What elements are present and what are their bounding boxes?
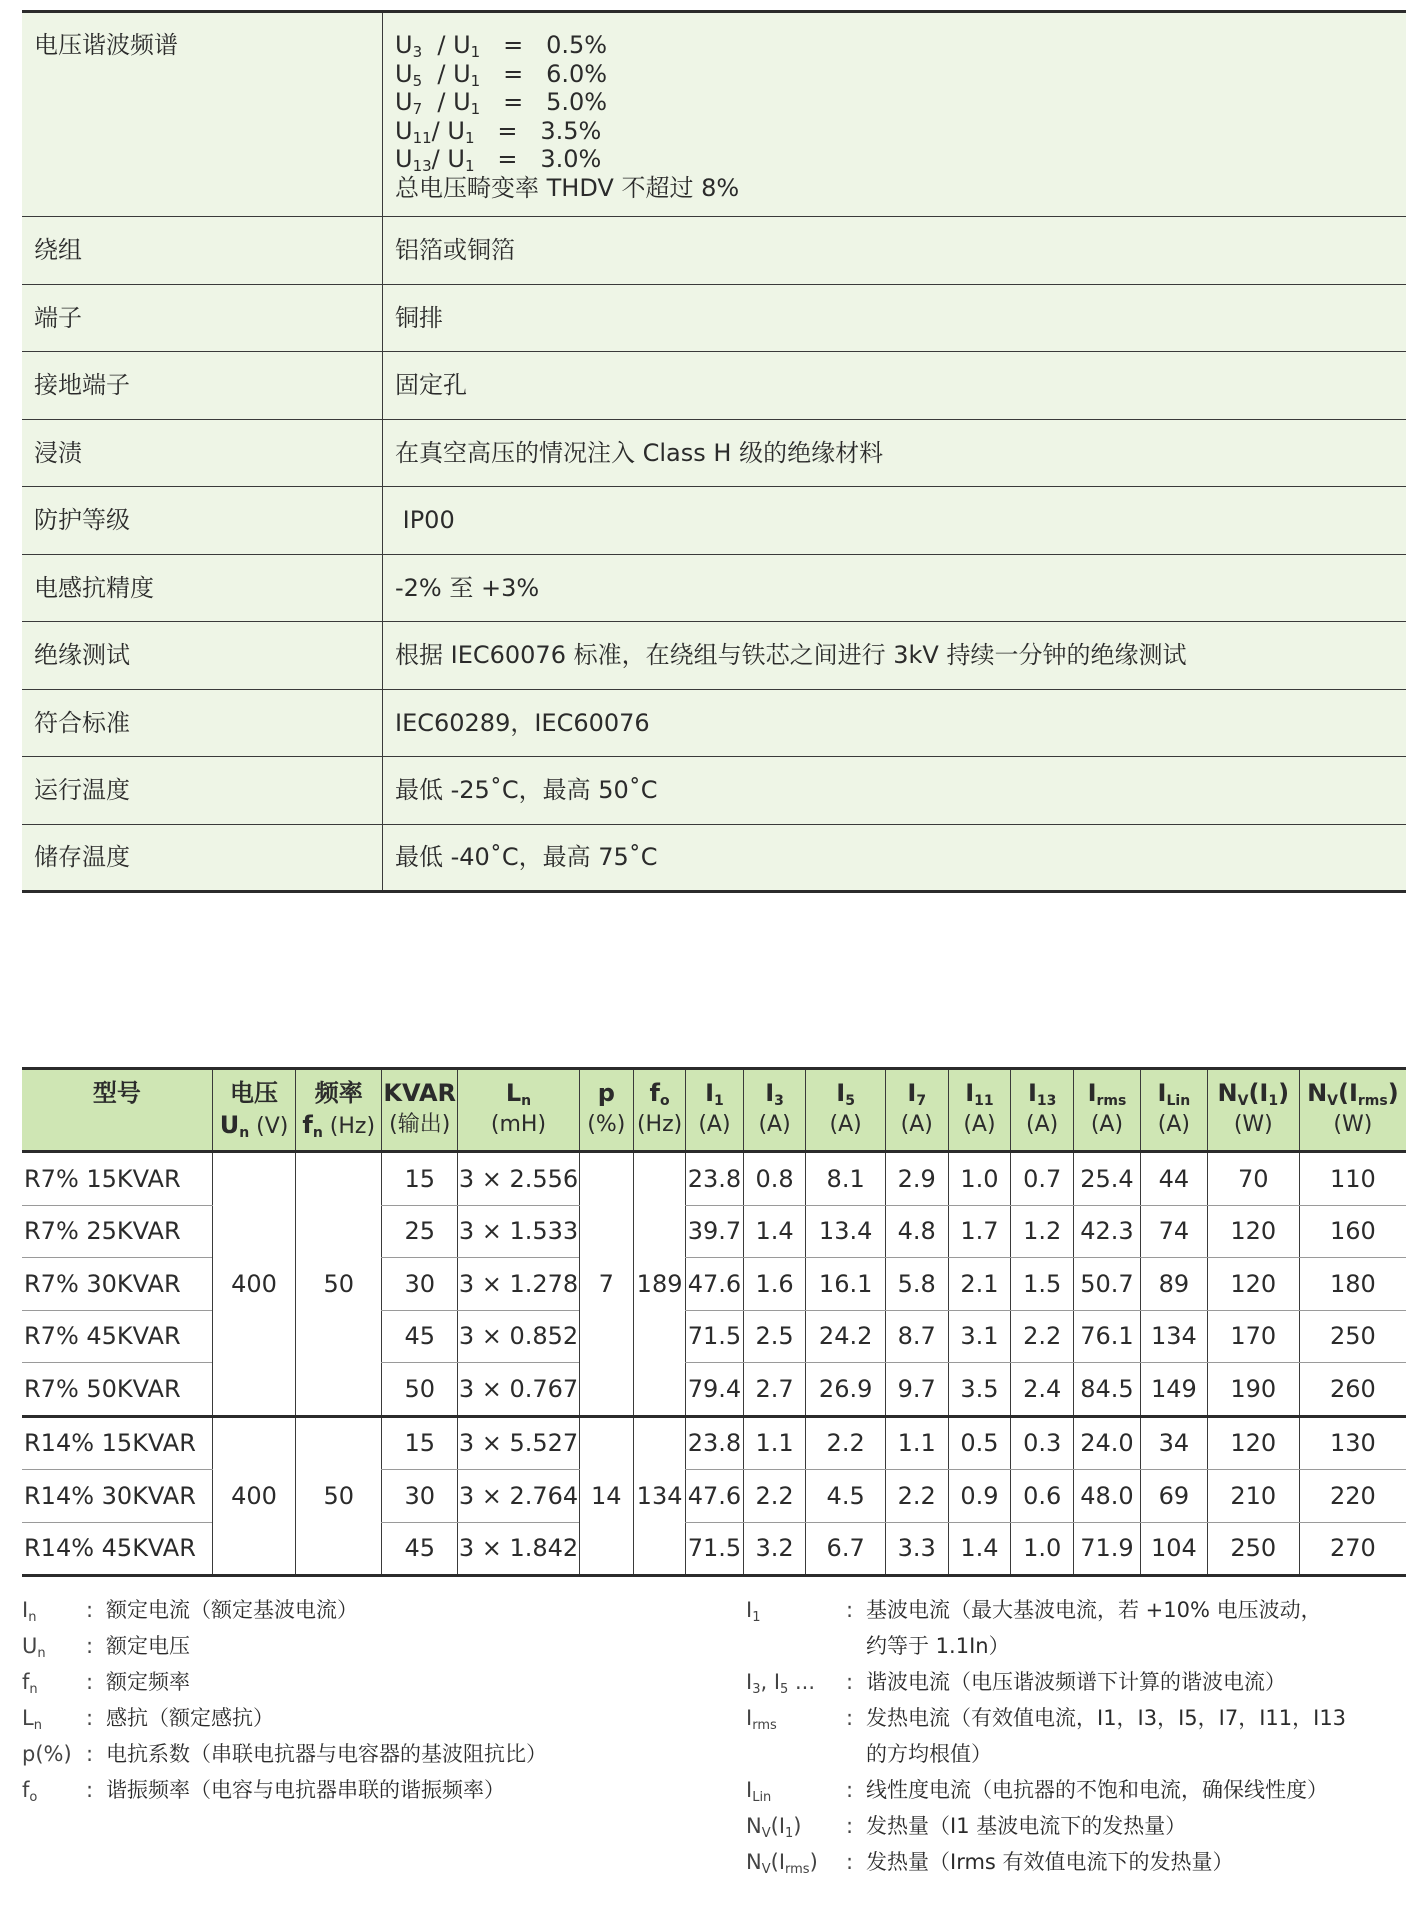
p-cell: 7 — [579, 1152, 633, 1417]
kvar-cell: 45 — [382, 1522, 458, 1576]
i5-cell: 4.5 — [806, 1470, 885, 1523]
nv-i1-cell: 170 — [1207, 1310, 1299, 1363]
irms-cell: 25.4 — [1074, 1152, 1141, 1206]
i7-cell: 4.8 — [885, 1205, 948, 1258]
model-cell: R7% 50KVAR — [22, 1363, 212, 1417]
legend-symbol: $U_n$ — [22, 1634, 46, 1661]
i3-cell: 1.4 — [743, 1205, 806, 1258]
nv-irms-cell: 160 — [1299, 1205, 1406, 1258]
nv-i1-cell: 120 — [1207, 1258, 1299, 1311]
legend-symbol: $I_{rms}$ — [746, 1706, 777, 1733]
spec-row — [22, 689, 1406, 757]
spec-row — [22, 622, 1406, 690]
kvar-unit: (输出) — [382, 1110, 458, 1152]
spec-value: IP00 — [383, 487, 1407, 555]
legend-item: $f_o$ : 谐振频率（电容与电抗器串联的谐振频率） — [22, 1772, 662, 1808]
nv-i1-cell: 210 — [1207, 1470, 1299, 1523]
i3-cell: 2.5 — [743, 1310, 806, 1363]
irms-cell: 50.7 — [1074, 1258, 1141, 1311]
model-cell: R14% 45KVAR — [22, 1522, 212, 1576]
i3-cell: 3.2 — [743, 1522, 806, 1576]
ln-cell: 3 × 2.764 — [458, 1470, 579, 1523]
col-i11: $I_{11}$ — [948, 1069, 1011, 1111]
legend-item: $I_{rms}$ : 发热电流（有效值电流，I1，I3，I5，I7，I11，I13 — [746, 1700, 1406, 1736]
kvar-cell: 50 — [382, 1363, 458, 1417]
i7-cell: 8.7 — [885, 1310, 948, 1363]
spec-value: 铜排 — [383, 284, 1407, 352]
i5-cell: 13.4 — [806, 1205, 885, 1258]
i7-cell: 5.8 — [885, 1258, 948, 1311]
col-fo: $f_o$ — [633, 1069, 685, 1111]
i1-cell: 47.6 — [686, 1470, 743, 1523]
i3-cell: 2.2 — [743, 1470, 806, 1523]
ln-cell: 3 × 1.533 — [458, 1205, 579, 1258]
model-cell: R7% 15KVAR — [22, 1152, 212, 1206]
i3-cell: 2.7 — [743, 1363, 806, 1417]
col-i13: $I_{13}$ — [1011, 1069, 1074, 1111]
harmonic-spectrum-values — [383, 12, 1407, 217]
col-frequency: 频率 — [296, 1069, 382, 1111]
nv-irms-cell: 130 — [1299, 1416, 1406, 1470]
i11-cell: 3.5 — [948, 1363, 1011, 1417]
nv-i1-cell: 120 — [1207, 1205, 1299, 1258]
i5-unit: (A) — [806, 1110, 885, 1152]
spec-key: 浸渍 — [22, 419, 383, 487]
p-cell: 14 — [579, 1416, 633, 1576]
i3-unit: (A) — [743, 1110, 806, 1152]
legend-symbol: $I_1$ — [746, 1598, 761, 1625]
legend-desc-cont: 约等于 1.1In） — [866, 1634, 1010, 1658]
ln-cell: 3 × 0.767 — [458, 1363, 579, 1417]
i13-cell: 0.7 — [1011, 1152, 1074, 1206]
kvar-cell: 25 — [382, 1205, 458, 1258]
legend-desc: 基波电流（最大基波电流，若 +10% 电压波动， — [866, 1598, 1322, 1622]
i3-cell: 1.1 — [743, 1416, 806, 1470]
fo-cell: 189 — [633, 1152, 685, 1417]
ilin-cell: 44 — [1140, 1152, 1207, 1206]
spec-key: 绕组 — [22, 217, 383, 285]
legend-item: $I_n$ : 额定电流（额定基波电流） — [22, 1592, 662, 1628]
voltage-cell: 400 — [212, 1416, 296, 1576]
ln-cell: 3 × 2.556 — [458, 1152, 579, 1206]
freq-cell: 50 — [296, 1152, 382, 1417]
i7-cell: 2.9 — [885, 1152, 948, 1206]
i11-cell: 1.0 — [948, 1152, 1011, 1206]
nv-i1-cell: 120 — [1207, 1416, 1299, 1470]
legend-left — [22, 1592, 662, 1808]
i1-cell: 23.8 — [686, 1152, 743, 1206]
legend-right — [746, 1592, 1406, 1880]
i11-cell: 2.1 — [948, 1258, 1011, 1311]
col-i7: $I_7$ — [885, 1069, 948, 1111]
model-cell: R14% 30KVAR — [22, 1470, 212, 1523]
legend-symbol: $N_V(I_{rms})$ — [746, 1850, 818, 1877]
i5-cell: 26.9 — [806, 1363, 885, 1417]
voltage-cell: 400 — [212, 1152, 296, 1417]
irms-cell: 48.0 — [1074, 1470, 1141, 1523]
ilin-cell: 104 — [1140, 1522, 1207, 1576]
model-cell: R7% 30KVAR — [22, 1258, 212, 1311]
col-i1: $I_1$ — [686, 1069, 743, 1111]
spec-row — [22, 217, 1406, 285]
ilin-unit: (A) — [1140, 1110, 1207, 1152]
irms-cell: 76.1 — [1074, 1310, 1141, 1363]
i13-cell: 0.3 — [1011, 1416, 1074, 1470]
i3-cell: 1.6 — [743, 1258, 806, 1311]
nv-irms-cell: 220 — [1299, 1470, 1406, 1523]
spec-value: 最低 -25˚C，最高 50˚C — [383, 757, 1407, 825]
ilin-cell: 89 — [1140, 1258, 1207, 1311]
harmonic-line: $U_{11}/$ $U_1 = 3.5\%$ — [395, 116, 602, 147]
legend-desc: 电抗系数（串联电抗器与电容器的基波阻抗比） — [106, 1742, 547, 1766]
nv-irms-unit: (W) — [1299, 1110, 1406, 1152]
i1-cell: 79.4 — [686, 1363, 743, 1417]
i5-cell: 16.1 — [806, 1258, 885, 1311]
spec-value: 铝箔或铜箔 — [383, 217, 1407, 285]
model-cell: R14% 15KVAR — [22, 1416, 212, 1470]
i5-cell: 2.2 — [806, 1416, 885, 1470]
model-cell: R7% 45KVAR — [22, 1310, 212, 1363]
legend-symbol: p(%) — [22, 1742, 72, 1766]
i7-cell: 9.7 — [885, 1363, 948, 1417]
legend-symbol: $f_o$ — [22, 1778, 38, 1805]
legend-desc: 发热电流（有效值电流，I1，I3，I5，I7，I11，I13 — [866, 1706, 1347, 1730]
ln-cell: 3 × 5.527 — [458, 1416, 579, 1470]
ilin-cell: 149 — [1140, 1363, 1207, 1417]
page — [22, 10, 1406, 1877]
i13-unit: (A) — [1011, 1110, 1074, 1152]
i11-cell: 0.5 — [948, 1416, 1011, 1470]
col-kvar: KVAR — [382, 1069, 458, 1111]
i5-cell: 24.2 — [806, 1310, 885, 1363]
i1-cell: 23.8 — [686, 1416, 743, 1470]
spec-value: 最低 -40˚C，最高 75˚C — [383, 824, 1407, 892]
legend-item: $L_n$ : 感抗（额定感抗） — [22, 1700, 662, 1736]
legend-symbol: $I_n$ — [22, 1598, 37, 1625]
i13-cell: 0.6 — [1011, 1470, 1074, 1523]
kvar-cell: 15 — [382, 1416, 458, 1470]
model-cell: R7% 25KVAR — [22, 1205, 212, 1258]
irms-unit: (A) — [1074, 1110, 1141, 1152]
legend-item: $I_3$, $I_5$ ... : 谐波电流（电压谐波频谱下计算的谐波电流） — [746, 1664, 1406, 1700]
irms-cell: 84.5 — [1074, 1363, 1141, 1417]
frequency-unit: $f_n$ (Hz) — [296, 1110, 382, 1152]
legend-symbol: $N_V(I_1)$ — [746, 1814, 802, 1841]
table-row — [22, 1152, 1406, 1206]
spec-key: 运行温度 — [22, 757, 383, 825]
legend-desc: 发热量（I1 基波电流下的发热量） — [866, 1814, 1187, 1838]
legend-desc: 谐波电流（电压谐波频谱下计算的谐波电流） — [866, 1670, 1286, 1694]
spec-row — [22, 419, 1406, 487]
col-irms: $I_{rms}$ — [1074, 1069, 1141, 1111]
i13-cell: 1.2 — [1011, 1205, 1074, 1258]
col-p: p — [579, 1069, 633, 1111]
harmonic-line: $U_3 / U_1 = 0.5\%$ — [395, 31, 608, 61]
ilin-cell: 74 — [1140, 1205, 1207, 1258]
fo-unit: (Hz) — [633, 1110, 685, 1152]
spec-row — [22, 352, 1406, 420]
nv-irms-cell: 180 — [1299, 1258, 1406, 1311]
spec-row — [22, 554, 1406, 622]
voltage-unit: $U_n$ (V) — [212, 1110, 296, 1152]
col-ln: $L_n$ — [458, 1069, 579, 1111]
harmonic-line: $U_7 / U_1 = 5.0\%$ — [395, 88, 608, 118]
legend-item: $I_{Lin}$ : 线性度电流（电抗器的不饱和电流，确保线性度） — [746, 1772, 1406, 1808]
legend-item-cont — [746, 1628, 1406, 1664]
i13-cell: 2.2 — [1011, 1310, 1074, 1363]
col-i5: $I_5$ — [806, 1069, 885, 1111]
p-unit: (%) — [579, 1110, 633, 1152]
legend-desc: 发热量（Irms 有效值电流下的发热量） — [866, 1850, 1234, 1874]
spec-row — [22, 487, 1406, 555]
ilin-cell: 134 — [1140, 1310, 1207, 1363]
legend-item: p(%) : 电抗系数（串联电抗器与电容器的基波阻抗比） — [22, 1736, 662, 1772]
irms-cell: 42.3 — [1074, 1205, 1141, 1258]
nv-i1-cell: 250 — [1207, 1522, 1299, 1576]
legend-item: $N_V(I_1)$ : 发热量（I1 基波电流下的发热量） — [746, 1808, 1406, 1844]
irms-cell: 71.9 — [1074, 1522, 1141, 1576]
spec-value: IEC60289，IEC60076 — [383, 689, 1407, 757]
kvar-cell: 15 — [382, 1152, 458, 1206]
col-voltage: 电压 — [212, 1069, 296, 1111]
legend-desc: 额定电压 — [106, 1634, 190, 1658]
nv-i1-unit: (W) — [1207, 1110, 1299, 1152]
legend-symbol: $L_n$ — [22, 1706, 42, 1733]
spec-key: 接地端子 — [22, 352, 383, 420]
i11-unit: (A) — [948, 1110, 1011, 1152]
i5-cell: 6.7 — [806, 1522, 885, 1576]
legend-desc: 感抗（额定感抗） — [106, 1706, 274, 1730]
fo-cell: 134 — [633, 1416, 685, 1576]
kvar-cell: 45 — [382, 1310, 458, 1363]
i1-cell: 71.5 — [686, 1522, 743, 1576]
legend-symbol: $I_3$, $I_5$ ... — [746, 1670, 816, 1697]
nv-i1-cell: 190 — [1207, 1363, 1299, 1417]
i1-cell: 47.6 — [686, 1258, 743, 1311]
spec-row — [22, 824, 1406, 892]
ilin-cell: 69 — [1140, 1470, 1207, 1523]
legend-item: $U_n$ : 额定电压 — [22, 1628, 662, 1664]
legend-symbol: $f_n$ — [22, 1670, 38, 1697]
ln-unit: (mH) — [458, 1110, 579, 1152]
i13-cell: 1.0 — [1011, 1522, 1074, 1576]
spec-value: 根据 IEC60076 标准，在绕组与铁芯之间进行 3kV 持续一分钟的绝缘测试 — [383, 622, 1407, 690]
spec-value: -2% 至 +3% — [383, 554, 1407, 622]
legend-item-cont — [746, 1736, 1406, 1772]
i13-cell: 1.5 — [1011, 1258, 1074, 1311]
nv-irms-cell: 260 — [1299, 1363, 1406, 1417]
i1-unit: (A) — [686, 1110, 743, 1152]
spec-key: 符合标准 — [22, 689, 383, 757]
irms-cell: 24.0 — [1074, 1416, 1141, 1470]
legend-desc: 谐振频率（电容与电抗器串联的谐振频率） — [106, 1778, 505, 1802]
kvar-cell: 30 — [382, 1470, 458, 1523]
legend-item: $N_V(I_{rms})$ : 发热量（Irms 有效值电流下的发热量） — [746, 1844, 1406, 1880]
i7-cell: 1.1 — [885, 1416, 948, 1470]
spec-row-harmonic — [22, 12, 1406, 217]
spec-key: 防护等级 — [22, 487, 383, 555]
spec-row — [22, 757, 1406, 825]
spec-key: 绝缘测试 — [22, 622, 383, 690]
col-nv-i1: $N_V(I_1)$ — [1207, 1069, 1299, 1111]
spec-value: 在真空高压的情况注入 Class H 级的绝缘材料 — [383, 419, 1407, 487]
spec-value: 固定孔 — [383, 352, 1407, 420]
i5-cell: 8.1 — [806, 1152, 885, 1206]
col-model: 型号 — [22, 1069, 212, 1111]
legend-desc-cont: 的方均根值） — [866, 1742, 992, 1766]
ln-cell: 3 × 1.278 — [458, 1258, 579, 1311]
kvar-cell: 30 — [382, 1258, 458, 1311]
harmonic-line: $U_{13}/$ $U_1 = 3.0\%$ — [395, 145, 602, 175]
legend-item: $f_n$ : 额定频率 — [22, 1664, 662, 1700]
legend-desc: 额定频率 — [106, 1670, 190, 1694]
spec-table — [22, 10, 1406, 893]
ln-cell: 3 × 1.842 — [458, 1522, 579, 1576]
spec-key: 电感抗精度 — [22, 554, 383, 622]
model-table — [22, 1067, 1406, 1577]
nv-i1-cell: 70 — [1207, 1152, 1299, 1206]
i7-cell: 2.2 — [885, 1470, 948, 1523]
i13-cell: 2.4 — [1011, 1363, 1074, 1417]
header-row-1 — [22, 1069, 1406, 1111]
i11-cell: 0.9 — [948, 1470, 1011, 1523]
spec-key: 电压谐波频谱 — [22, 12, 383, 217]
i11-cell: 1.4 — [948, 1522, 1011, 1576]
i7-unit: (A) — [885, 1110, 948, 1152]
freq-cell: 50 — [296, 1416, 382, 1576]
i11-cell: 1.7 — [948, 1205, 1011, 1258]
thd-line: 总电压畸变率 THDV 不超过 8% — [395, 173, 740, 202]
i1-cell: 71.5 — [686, 1310, 743, 1363]
table-row — [22, 1416, 1406, 1470]
nv-irms-cell: 110 — [1299, 1152, 1406, 1206]
nv-irms-cell: 270 — [1299, 1522, 1406, 1576]
i11-cell: 3.1 — [948, 1310, 1011, 1363]
i1-cell: 39.7 — [686, 1205, 743, 1258]
i7-cell: 3.3 — [885, 1522, 948, 1576]
spec-key: 端子 — [22, 284, 383, 352]
legend-symbol: $I_{Lin}$ — [746, 1778, 772, 1805]
ilin-cell: 34 — [1140, 1416, 1207, 1470]
ln-cell: 3 × 0.852 — [458, 1310, 579, 1363]
legend-desc: 线性度电流（电抗器的不饱和电流，确保线性度） — [866, 1778, 1328, 1802]
i3-cell: 0.8 — [743, 1152, 806, 1206]
legend-item: $I_1$ : 基波电流（最大基波电流，若 +10% 电压波动， — [746, 1592, 1406, 1628]
col-nv-irms: $N_V(I_{rms})$ — [1299, 1069, 1406, 1111]
col-ilin: $I_{Lin}$ — [1140, 1069, 1207, 1111]
col-i3: $I_3$ — [743, 1069, 806, 1111]
header-row-2 — [22, 1110, 1406, 1152]
spec-key: 储存温度 — [22, 824, 383, 892]
harmonic-line: $U_5 / U_1 = 6.0\%$ — [395, 59, 608, 90]
spec-row — [22, 284, 1406, 352]
legend-desc: 额定电流（额定基波电流） — [106, 1598, 358, 1622]
nv-irms-cell: 250 — [1299, 1310, 1406, 1363]
